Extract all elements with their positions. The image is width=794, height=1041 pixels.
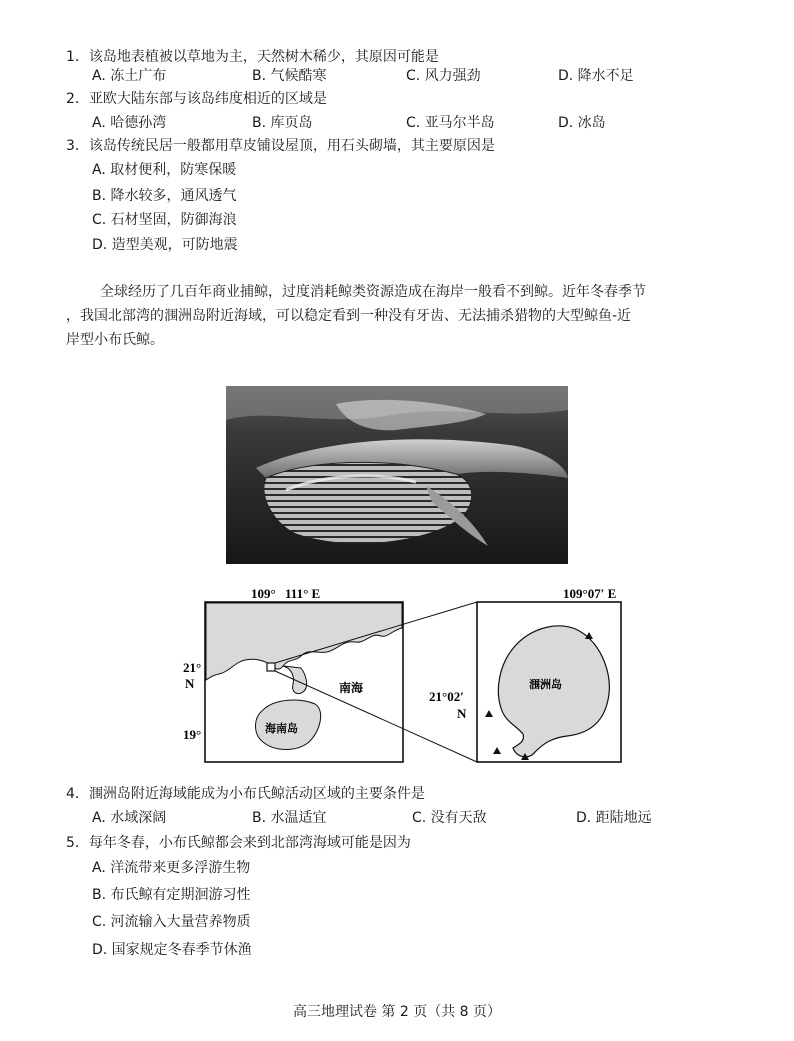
question-2-option-c: C. 亚马尔半岛 [406,115,495,131]
lat-label-21-02-n: N [457,706,467,721]
question-3-option-b: B. 降水较多，通风透气 [92,188,237,204]
question-3-option-d: D. 造型美观，可防地震 [92,237,238,253]
question-2-option-a: A. 哈德孙湾 [92,115,167,131]
question-4-options [92,808,772,828]
question-1-option-a: A. 冻土广布 [92,68,167,84]
question-4-option-a: A. 水域深阔 [92,810,167,826]
question-1-stem: 1．该岛地表植被以草地为主，天然树木稀少，其原因可能是 [66,49,439,65]
passage-line-3: 岸型小布氏鲸。 [66,332,164,348]
hainan-label: 海南岛 [265,722,298,735]
question-4-stem: 4．涠洲岛附近海域能成为小布氏鲸活动区域的主要条件是 [66,786,425,802]
lon-label-109: 109° [251,586,276,601]
whale-photo [226,386,568,564]
question-1-option-c: C. 风力强劲 [406,68,481,84]
lat-label-21: 21° [183,660,202,675]
question-1-option-d: D. 降水不足 [558,68,634,84]
question-4-option-c: C. 没有天敌 [412,810,487,826]
page-footer: 高三地理试卷 第 2 页（共 8 页） [292,1004,502,1020]
question-4-option-b: B. 水温适宜 [252,810,327,826]
question-2-stem: 2．亚欧大陆东部与该岛纬度相近的区域是 [66,91,327,107]
lon-label-111: 111° E [285,586,321,601]
question-4-option-d: D. 距陆地远 [576,810,652,826]
question-5-option-c: C. 河流输入大量营养物质 [92,914,251,930]
question-3-stem: 3．该岛传统民居一般都用草皮铺设屋顶，用石头砌墙，其主要原因是 [66,138,495,154]
question-5-option-b: B. 布氏鲸有定期洄游习性 [92,887,251,903]
lon-label-109-07: 109°07′ E [563,586,617,601]
question-5-stem: 5．每年冬春，小布氏鲸都会来到北部湾海域可能是因为 [66,835,411,851]
passage-line-2: ，我国北部湾的涠洲岛附近海域，可以稳定看到一种没有牙齿、无法捕杀猎物的大型鲸鱼-近 [66,308,632,324]
question-3-option-c: C. 石材坚固，防御海浪 [92,212,237,228]
locator-box [267,663,275,671]
question-2-options [92,113,772,133]
question-5-option-a: A. 洋流带来更多浮游生物 [92,860,251,876]
question-2-option-b: B. 库页岛 [252,115,313,131]
question-1-options [92,66,772,86]
question-5-option-d: D. 国家规定冬春季节休渔 [92,942,252,958]
lat-label-21-02: 21°02′ [429,689,464,704]
question-2-option-d: D. 冰岛 [558,115,606,131]
passage [66,280,774,352]
lat-label-21-n: N [185,676,195,691]
passage-line-1: 全球经历了几百年商业捕鲸，过度消耗鲸类资源造成在海岸一般看不到鲸。近年冬春季节 [100,284,646,300]
south-sea-label: 南海 [339,681,364,695]
lat-label-19: 19° [183,727,202,742]
question-3-option-a: A. 取材便利，防寒保暖 [92,162,237,178]
weizhou-label: 涠洲岛 [529,678,562,691]
location-map [183,584,623,784]
question-1-option-b: B. 气候酷寒 [252,68,327,84]
